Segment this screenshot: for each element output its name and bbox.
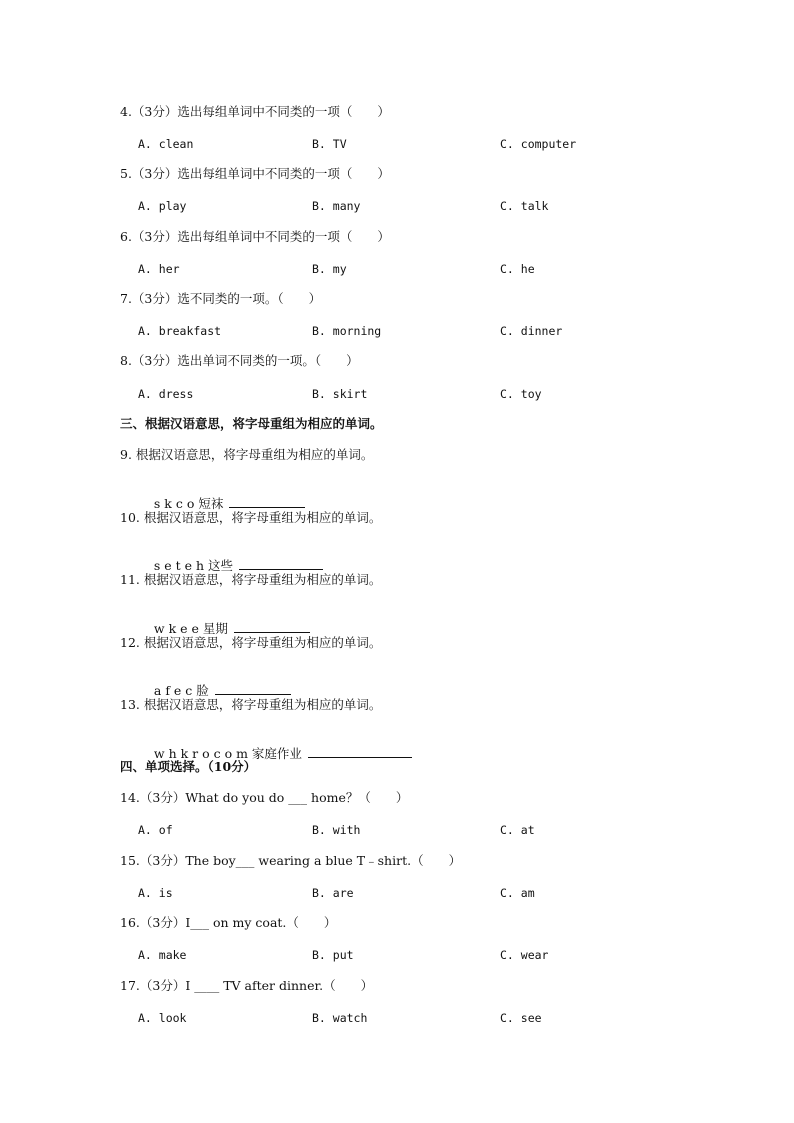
option-a[interactable]: A. play: [138, 199, 187, 213]
option-b[interactable]: B. put: [312, 948, 354, 962]
option-c[interactable]: C. dinner: [500, 324, 563, 338]
option-c[interactable]: C. wear: [500, 948, 549, 962]
question-stem: 9. 根据汉语意思，将字母重组为相应的单词。: [120, 447, 374, 462]
answer-blank[interactable]: [229, 495, 305, 508]
section-title: 三、根据汉语意思，将字母重组为相应的单词。: [120, 416, 383, 431]
answer-blank[interactable]: [215, 682, 291, 695]
question-stem: 15.（3分）The boy___ wearing a blue T﹣shirt.（ ）: [120, 853, 462, 868]
option-b[interactable]: B. with: [312, 823, 361, 837]
option-row: [138, 947, 698, 963]
option-a[interactable]: A. her: [138, 262, 180, 276]
option-c[interactable]: C. at: [500, 823, 535, 837]
scrambled-letters: s e t e h 这些: [153, 558, 234, 573]
answer-blank[interactable]: [234, 620, 310, 633]
question-stem: 17.（3分）I ____ TV after dinner.（ ）: [120, 978, 374, 993]
option-b[interactable]: B. TV: [312, 137, 347, 151]
question-stem: 10. 根据汉语意思，将字母重组为相应的单词。: [120, 510, 382, 525]
option-a[interactable]: A. clean: [138, 137, 194, 151]
option-c[interactable]: C. computer: [500, 137, 577, 151]
option-a[interactable]: A. breakfast: [138, 324, 222, 338]
option-a[interactable]: A. make: [138, 948, 187, 962]
question-stem: 13. 根据汉语意思，将字母重组为相应的单词。: [120, 697, 382, 712]
option-b[interactable]: B. watch: [312, 1011, 368, 1025]
scrambled-letters: w h k r o c o m 家庭作业: [153, 746, 302, 761]
option-c[interactable]: C. talk: [500, 199, 549, 213]
scrambled-letters: w k e e 星期: [153, 621, 228, 636]
option-row: [138, 261, 698, 277]
option-row: [138, 822, 698, 838]
question-stem: 8.（3分）选出单词不同类的一项。（ ）: [120, 353, 359, 368]
question-stem: 11. 根据汉语意思，将字母重组为相应的单词。: [120, 572, 382, 587]
scrambled-letters: a f e c 脸: [153, 683, 209, 698]
question-stem: 16.（3分）I___ on my coat.（ ）: [120, 915, 337, 930]
option-a[interactable]: A. of: [138, 823, 173, 837]
option-row: [138, 885, 698, 901]
question-stem: 12. 根据汉语意思，将字母重组为相应的单词。: [120, 635, 382, 650]
option-row: [138, 1010, 698, 1026]
option-a[interactable]: A. dress: [138, 387, 194, 401]
option-c[interactable]: C. toy: [500, 387, 542, 401]
option-row: [138, 198, 698, 214]
option-row: [138, 136, 698, 152]
question-stem: 5.（3分）选出每组单词中不同类的一项（ ）: [120, 166, 390, 181]
option-c[interactable]: C. am: [500, 886, 535, 900]
scrambled-letters: s k c o 短袜: [153, 496, 224, 511]
option-a[interactable]: A. is: [138, 886, 173, 900]
option-row: [138, 323, 698, 339]
option-c[interactable]: C. see: [500, 1011, 542, 1025]
option-b[interactable]: B. many: [312, 199, 361, 213]
option-b[interactable]: B. skirt: [312, 387, 368, 401]
section-title: 四、单项选择。（10分）: [120, 759, 257, 774]
option-c[interactable]: C. he: [500, 262, 535, 276]
answer-blank[interactable]: [239, 557, 323, 570]
question-stem: 7.（3分）选不同类的一项。（ ）: [120, 291, 322, 306]
question-stem: 6.（3分）选出每组单词中不同类的一项（ ）: [120, 229, 390, 244]
option-a[interactable]: A. look: [138, 1011, 187, 1025]
question-stem: 14.（3分）What do you do ___ home？（ ）: [120, 790, 409, 805]
option-b[interactable]: B. my: [312, 262, 347, 276]
option-row: [138, 386, 698, 402]
question-stem: 4.（3分）选出每组单词中不同类的一项（ ）: [120, 104, 390, 119]
option-b[interactable]: B. are: [312, 886, 354, 900]
option-b[interactable]: B. morning: [312, 324, 382, 338]
answer-blank[interactable]: [308, 745, 412, 758]
